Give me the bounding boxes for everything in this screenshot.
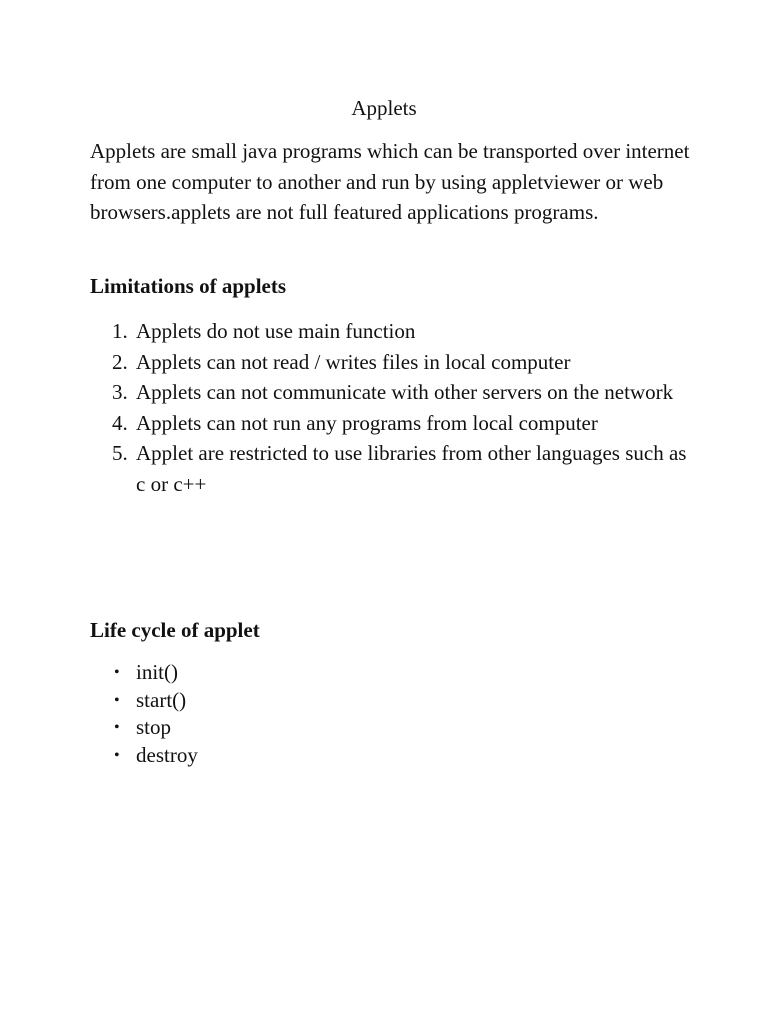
list-item	[90, 742, 490, 770]
list-number: 1.	[112, 319, 128, 343]
list-item	[90, 659, 490, 687]
list-item	[90, 347, 690, 378]
list-number: 5.	[112, 441, 128, 465]
life-cycle-list	[90, 659, 490, 769]
limitations-list	[90, 316, 690, 499]
life-cycle-heading: Life cycle of applet	[90, 618, 260, 642]
list-number: 3.	[112, 380, 128, 404]
list-item-text: Applets can not communicate with other servers on the network	[136, 380, 674, 404]
list-item-text: Applets do not use main function	[136, 319, 416, 343]
list-item	[90, 377, 690, 408]
list-item-text: start()	[136, 687, 187, 712]
list-item	[90, 687, 490, 715]
list-item-text: Applets can not read / writes files in local computer	[136, 349, 571, 374]
bullet-icon: •	[114, 746, 120, 764]
page-title: Applets	[351, 96, 417, 120]
list-item-text: stop	[136, 715, 172, 739]
list-item	[90, 438, 690, 499]
limitations-heading: Limitations of applets	[90, 274, 287, 298]
list-item-text: destroy	[136, 742, 198, 767]
list-item	[90, 408, 690, 439]
list-item-text: init()	[136, 660, 178, 684]
list-item-text: Applets can not run any programs from local computer	[136, 410, 598, 435]
bullet-icon: •	[114, 719, 120, 736]
list-number: 2.	[112, 349, 128, 374]
list-item-text: Applet are restricted to use libraries from other languages such as c or c++	[136, 441, 687, 496]
intro-paragraph: Applets are small java programs which can be transported over internet from one computer to another and run by using appletviewer or web browsers.applets are not full featured applications programs.	[90, 139, 690, 224]
list-item	[90, 714, 490, 742]
list-item	[90, 316, 690, 347]
bullet-icon: •	[114, 691, 120, 709]
list-number: 4.	[112, 410, 128, 435]
bullet-icon: •	[114, 664, 120, 681]
